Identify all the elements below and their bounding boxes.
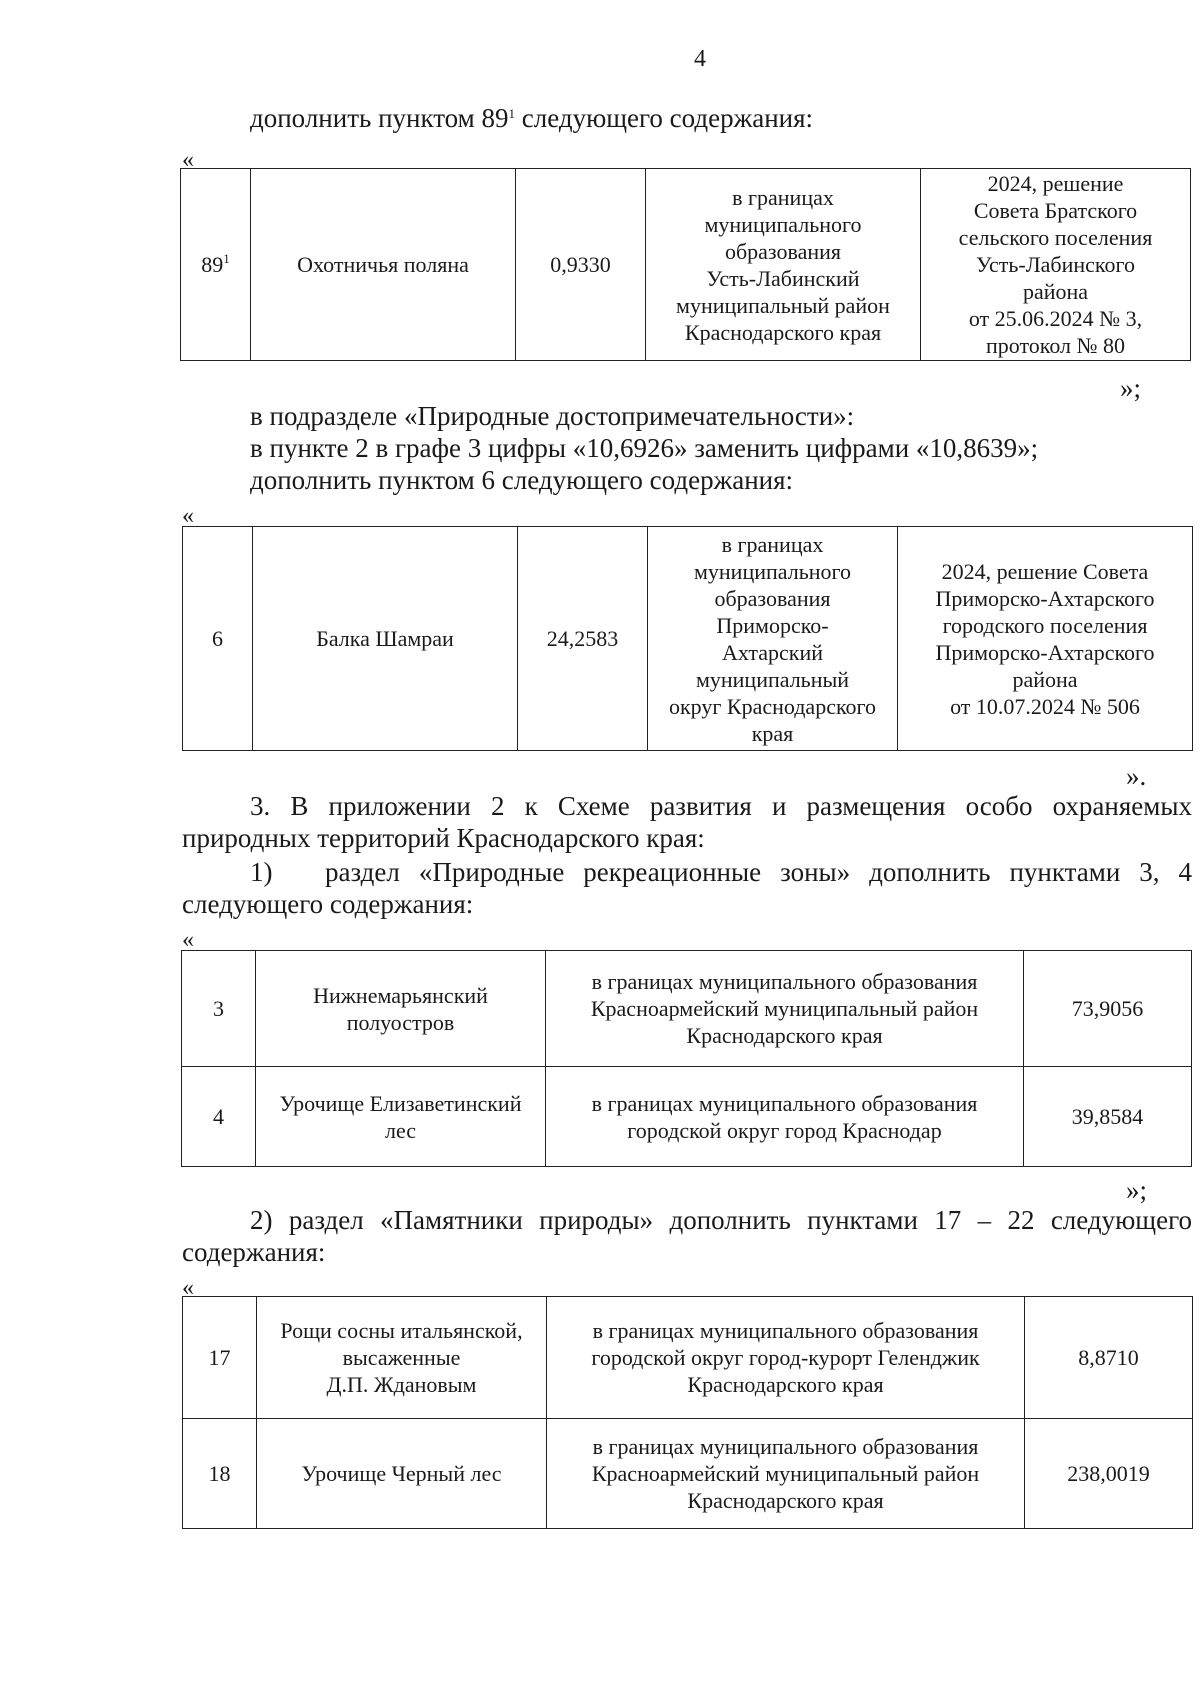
cell-line: высаженные: [342, 1345, 461, 1370]
table-2: [182, 526, 1193, 751]
cell-line: от 25.06.2024 № 3,: [968, 306, 1143, 331]
table-row: [182, 951, 1192, 1067]
cell-line: Нижнемарьянский: [313, 982, 488, 1008]
cell-line: Приморско-Ахтарского: [935, 585, 1155, 611]
cell-line: в границах муниципального образования: [592, 1434, 979, 1459]
cell-line: Приморско-Ахтарского: [935, 639, 1155, 665]
site-decision: [898, 527, 1193, 751]
cell-line: 2024, решение Совета: [941, 558, 1149, 584]
site-name: [256, 951, 546, 1067]
paragraph-subsection: в подразделе «Природные достопримечательности»:: [250, 401, 855, 431]
paragraph-add-6: дополнить пунктом 6 следующего содержания:: [250, 465, 794, 495]
row-number: 17: [183, 1297, 257, 1419]
cell-line: протокол № 80: [985, 333, 1126, 358]
cell-line: в границах: [732, 184, 834, 210]
site-name: [257, 1419, 547, 1529]
cell-line: Д.П. Ждановым: [326, 1372, 477, 1397]
site-area: 238,0019: [1025, 1419, 1193, 1529]
table-row: [183, 1297, 1193, 1419]
cell-line: городского поселения: [942, 612, 1148, 638]
item-1-text: раздел «Природные рекреационные зоны» дополнить пунктами 3, 4: [325, 857, 1192, 887]
cell-line: муниципальный район: [676, 292, 890, 318]
cell-line: Совета Братского: [973, 198, 1138, 223]
site-location: [546, 951, 1024, 1067]
site-decision: [921, 169, 1191, 361]
cell-line: образования: [714, 585, 831, 611]
cell-line: Краснодарского края: [687, 1372, 884, 1397]
cell-line: района: [1022, 279, 1089, 304]
table-row: [182, 1067, 1192, 1167]
cell-line: Краснодарского края: [684, 319, 882, 345]
cell-line: лес: [384, 1117, 417, 1143]
item-2-line-2: содержания:: [182, 1237, 326, 1267]
quote-close-2: ».: [1126, 761, 1147, 791]
cell-line: округ Краснодарского: [668, 693, 877, 719]
cell-line: Усть-Лабинского: [976, 252, 1135, 277]
cell-line: Красноармейский муниципальный район: [591, 1461, 980, 1486]
cell-line: муниципального: [704, 211, 862, 237]
cell-line: в границах муниципального образования: [591, 969, 978, 994]
row-number: 3: [182, 951, 256, 1067]
site-name: Балка Шамраи: [253, 527, 518, 751]
page-number: 4: [694, 46, 706, 72]
paragraph-3-line-1: 3. В приложении 2 к Схеме развития и размещения особо охраняемых: [250, 791, 1192, 821]
cell-line: от 10.07.2024 № 506: [950, 693, 1140, 719]
cell-line: сельского поселения: [958, 225, 1153, 250]
quote-close-1: »;: [1120, 373, 1142, 403]
cell-line: городской округ город-курорт Геленджик: [591, 1345, 980, 1370]
table-1: [180, 168, 1191, 361]
site-area: 73,9056: [1024, 951, 1192, 1067]
table-3: [181, 950, 1192, 1167]
site-location: [547, 1419, 1025, 1529]
cell-line: в границах: [721, 531, 824, 557]
cell-line: Ахтарский: [722, 639, 823, 665]
item-1-number: 1): [250, 857, 273, 887]
cell-line: 2024, решение: [987, 171, 1124, 196]
cell-line: городской округ город Краснодар: [627, 1117, 942, 1143]
cell-line: Урочище Черный лес: [301, 1461, 502, 1486]
site-area: 8,8710: [1025, 1297, 1193, 1419]
table-row: [183, 1419, 1193, 1529]
paragraph-3-line-2: природных территорий Краснодарского края:: [182, 823, 705, 853]
quote-open-2: «: [182, 503, 194, 529]
site-location: [648, 527, 898, 751]
cell-line: муниципальный: [695, 666, 850, 692]
site-area: 39,8584: [1024, 1067, 1192, 1167]
row-number: 18: [183, 1419, 257, 1529]
cell-line: Краснодарского края: [687, 1488, 884, 1513]
table-4: [182, 1296, 1193, 1529]
site-area: 0,9330: [516, 169, 646, 361]
row-number: 6: [183, 527, 253, 751]
site-area: 24,2583: [518, 527, 648, 751]
quote-close-3: »;: [1126, 1175, 1148, 1205]
cell-line: Урочище Елизаветинский: [279, 1090, 522, 1116]
item-1-line-2: следующего содержания:: [182, 889, 474, 919]
table-row: [181, 169, 1191, 361]
site-location: [547, 1297, 1025, 1419]
cell-line: Краснодарского края: [686, 1023, 883, 1048]
site-name: [256, 1067, 546, 1167]
cell-line: района: [1012, 666, 1078, 692]
quote-open-3: «: [182, 927, 194, 953]
intro-paragraph: дополнить пунктом $89^1$ следующего содержания:: [250, 103, 814, 133]
row-number: 4: [182, 1067, 256, 1167]
item-2-line-1: 2) раздел «Памятники природы» дополнить пунктами 17 – 22 следующего: [250, 1205, 1192, 1235]
site-location: [646, 169, 921, 361]
quote-open-1: «: [182, 147, 194, 173]
table-row: [183, 527, 1193, 751]
cell-line: Красноармейский муниципальный район: [590, 996, 979, 1021]
cell-line: в границах муниципального образования: [591, 1090, 978, 1116]
cell-line: в границах муниципального образования: [592, 1318, 979, 1343]
cell-line: края: [751, 720, 794, 746]
site-name: Охотничья поляна: [251, 169, 516, 361]
site-location: [546, 1067, 1024, 1167]
quote-open-4: «: [182, 1275, 194, 1301]
paragraph-replace: в пункте 2 в графе 3 цифры «10,6926» заменить цифрами «10,8639»;: [250, 433, 1039, 463]
site-name: [257, 1297, 547, 1419]
cell-line: Приморско-: [716, 612, 829, 638]
cell-line: Рощи сосны итальянской,: [280, 1318, 523, 1343]
cell-line: полуостров: [346, 1009, 455, 1035]
cell-line: образования: [724, 238, 842, 264]
row-number: $89^1$: [181, 169, 251, 361]
cell-line: Усть-Лабинский: [706, 265, 860, 291]
cell-line: муниципального: [693, 558, 851, 584]
